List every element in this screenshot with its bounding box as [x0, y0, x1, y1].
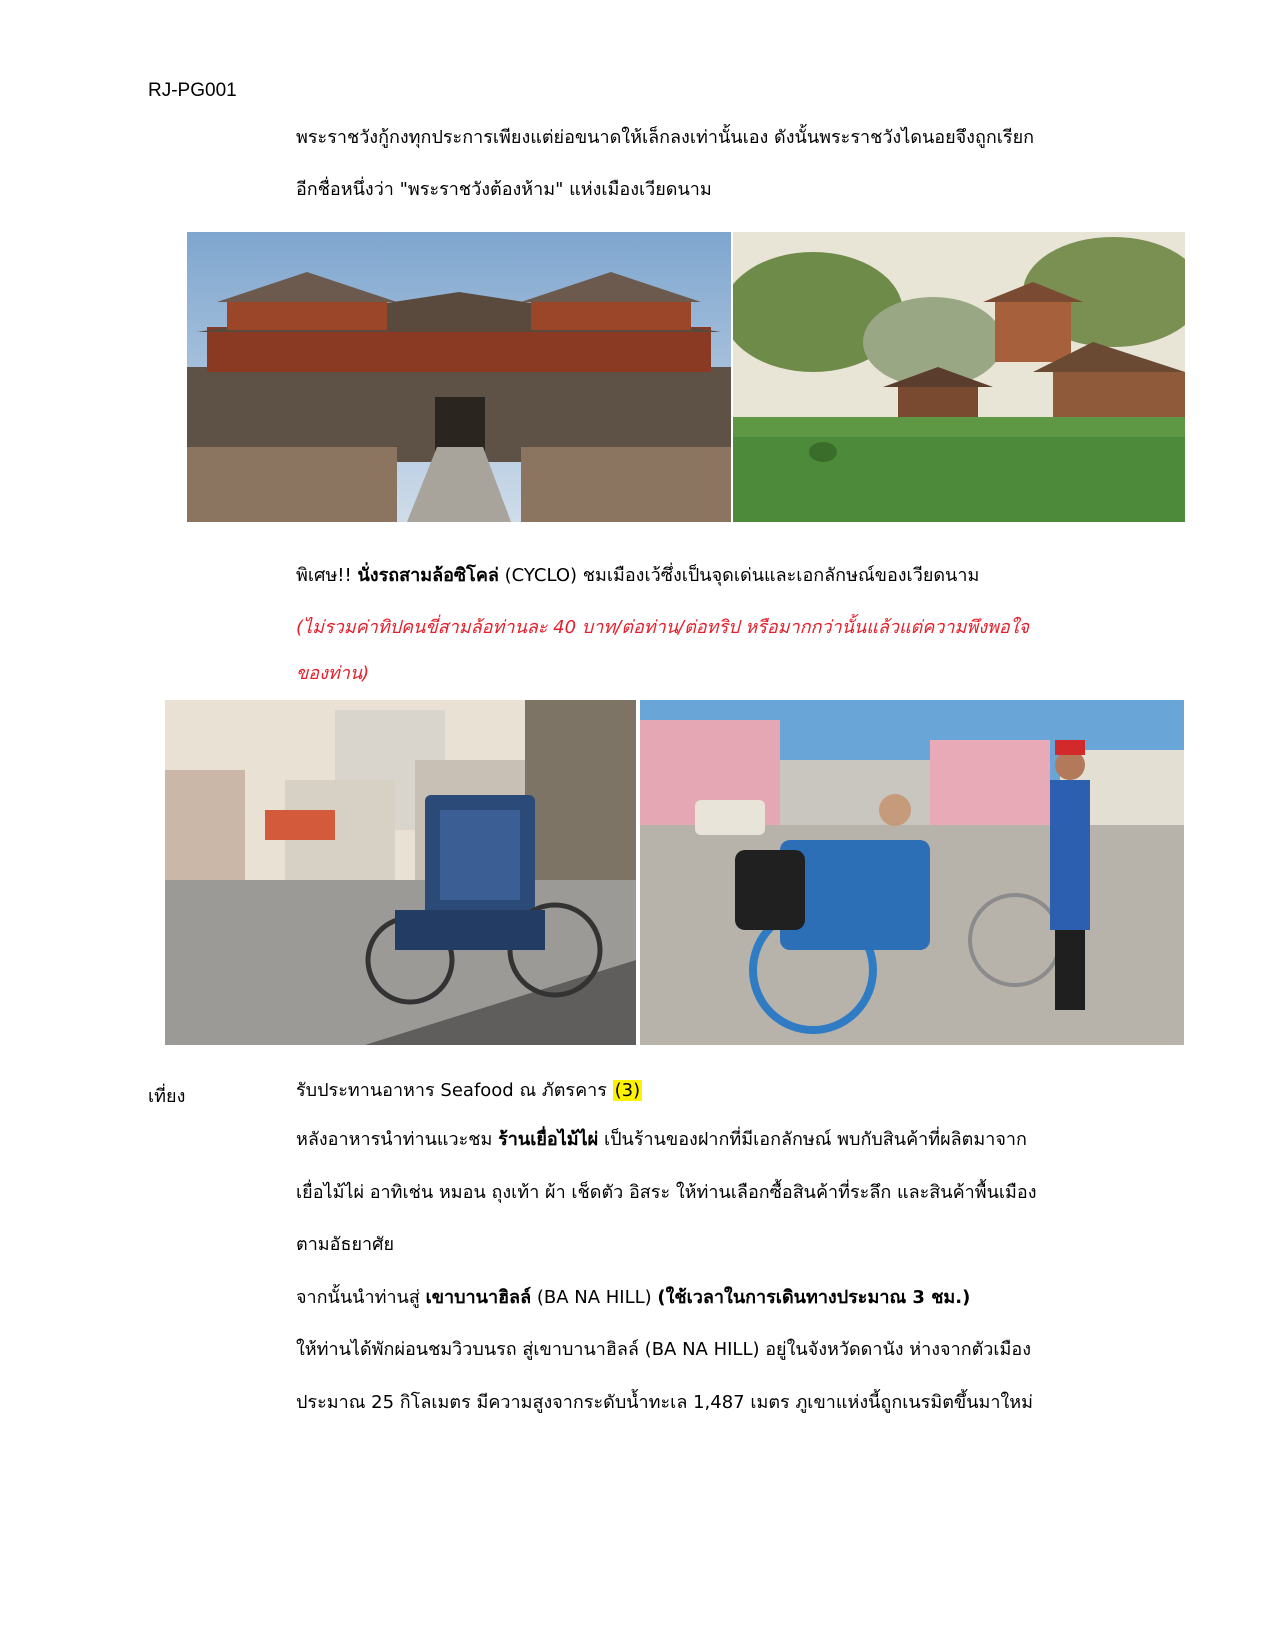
tip-note-line-2: ของท่าน): [296, 663, 370, 684]
bana-line-1: [296, 1288, 970, 1308]
lunch-text: รับประทานอาหาร Seafood ณ ภัตรคาร: [296, 1080, 613, 1101]
cyclo-special-line: [296, 566, 979, 586]
bamboo-l1-post: เป็นร้านของฝากที่มีเอกลักษณ์ พบกับสินค้าที่ผลิตมาจาก: [598, 1129, 1027, 1150]
bamboo-shop-bold: ร้านเยื่อไม้ไผ่: [498, 1129, 599, 1150]
bamboo-line-2: เยื่อไม้ไผ่ อาทิเช่น หมอน ถุงเท้า ผ้า เช็ดตัว อิสระ ให้ท่านเลือกซื้อสินค้าที่ระลึก และสินค้าพื้นเมือง: [296, 1182, 1037, 1203]
travel-time-bold: (ใช้เวลาในการเดินทางประมาณ 3 ชม.): [657, 1287, 971, 1308]
cyclo-ride-photo: [640, 700, 1184, 1045]
intro-line-1: พระราชวังกู้กงทุกประการเพียงแต่ย่อขนาดให้เล็กลงเท่านั้นเอง ดังนั้นพระราชวังไดนอยจึงถูกเรียก: [296, 127, 1035, 148]
cyclo-street-photo: [165, 700, 636, 1045]
bamboo-line-3: ตามอัธยาศัย: [296, 1234, 395, 1255]
palace-pond-photo: [733, 232, 1185, 522]
bamboo-l1-pre: หลังอาหารนำท่านแวะชม: [296, 1129, 499, 1150]
bamboo-line-1: [296, 1130, 1027, 1150]
bana-l1-mid: (BA NA HILL): [531, 1287, 658, 1308]
meal-number: (3): [614, 1080, 641, 1101]
document-code: RJ-PG001: [148, 80, 237, 101]
bana-line-2: ให้ท่านได้พักผ่อนชมวิวบนรถ สู่เขาบานาฮิลล์ (BA NA HILL) อยู่ในจังหวัดดานัง ห่างจากตัวเมือง: [296, 1339, 1032, 1360]
cyclo-bold: นั่งรถสามล้อซิโคล่: [357, 565, 499, 586]
intro-line-2: อีกชื่อหนึ่งว่า "พระราชวังต้องห้าม" แห่งเมืองเวียดนาม: [296, 179, 712, 200]
bana-hill-bold: เขาบานาฮิลล์: [425, 1287, 532, 1308]
special-prefix: พิเศษ!!: [296, 565, 358, 586]
bana-l1-pre: จากนั้นนำท่านสู่: [296, 1287, 426, 1308]
lunch-line: [296, 1081, 642, 1101]
imperial-gate-photo: [187, 232, 731, 522]
special-suffix: (CYCLO) ชมเมืองเว้ซึ่งเป็นจุดเด่นและเอกลักษณ์ของเวียดนาม: [498, 565, 980, 586]
bana-line-3: ประมาณ 25 กิโลเมตร มีความสูงจากระดับน้ำทะเล 1,487 เมตร ภูเขาแห่งนี้ถูกเนรมิตขึ้นมาใหม่: [296, 1392, 1034, 1413]
tip-note-line-1: (ไม่รวมค่าทิปคนขี่สามล้อท่านละ 40 บาท/ต่อท่าน/ต่อทริป หรือมากกว่านั้นแล้วแต่ความพึงพอใจ: [296, 617, 1030, 638]
lunch-time-label: เที่ยง: [148, 1086, 186, 1107]
